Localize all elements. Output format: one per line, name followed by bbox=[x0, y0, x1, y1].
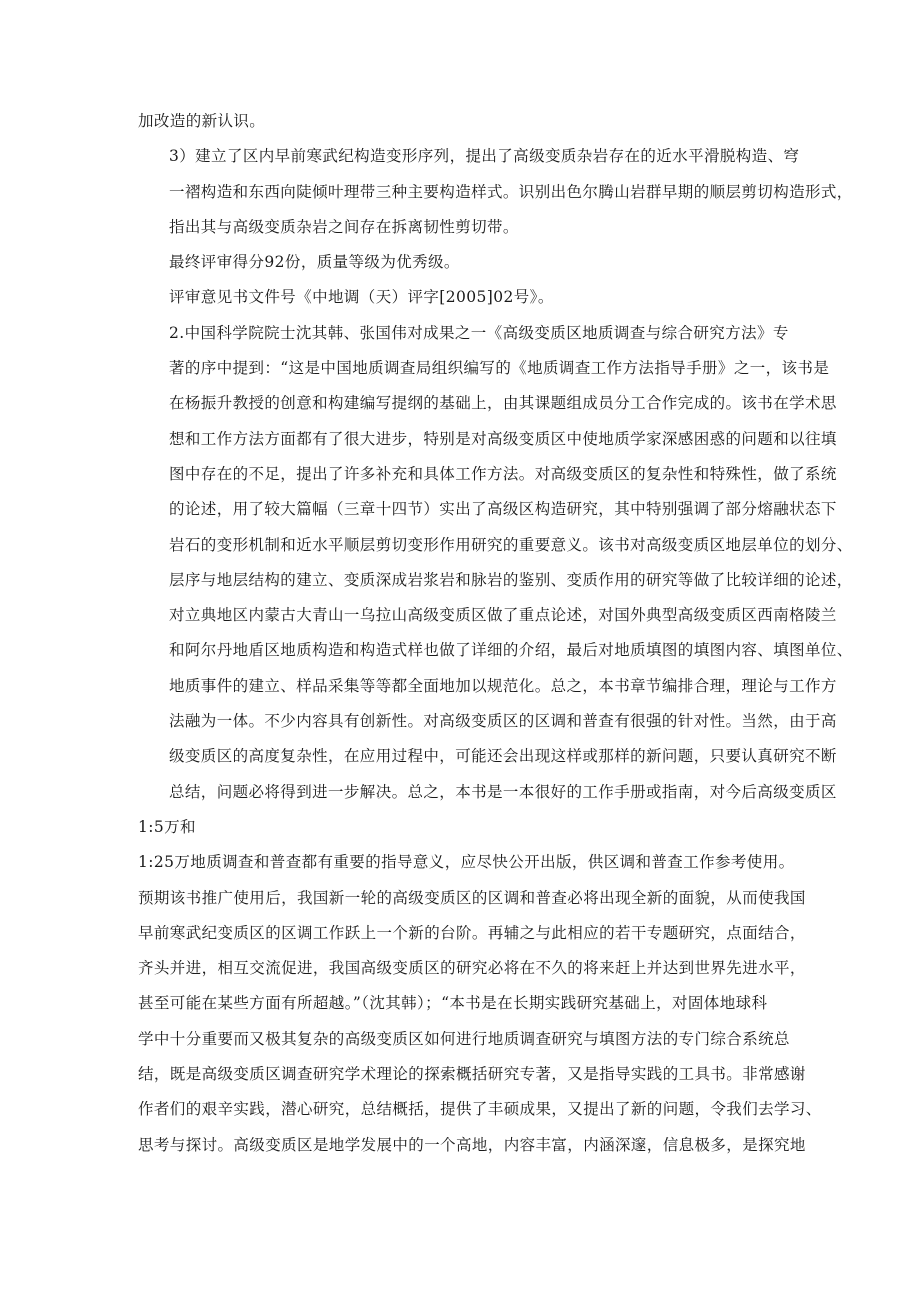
text-line: 的论述，用了较大篇幅（三章十四节）实出了高级区构造研究，其中特别强调了部分熔融状态下 bbox=[169, 500, 837, 519]
text-line: 岩石的变形机制和近水平顺层剪切变形作用研究的重要意义。该书对高级变质区地层单位的划分、 bbox=[169, 535, 853, 554]
paragraph-scale-continuation bbox=[138, 845, 822, 1163]
paragraph-review-score bbox=[138, 245, 788, 280]
text-line: 齐头并进，相互交流促进，我国高级变质区的研究必将在不久的将来赶上并达到世界先进水平， bbox=[138, 959, 806, 978]
text-line: 结，既是高级变质区调查研究学术理论的探索概括研究专著，又是指导实践的工具书。非常感谢 bbox=[138, 1065, 806, 1084]
text-line: 和阿尔丹地盾区地质构造和构造式样也做了详细的介绍，最后对地质填图的填图内容、填图单位、 bbox=[169, 641, 853, 660]
text-line: 著的序中提到：“这是中国地质调查局组织编写的《地质调查工作方法指导手册》之一，该书是 bbox=[169, 359, 830, 378]
text-line: 级变质区的高度复杂性，在应用过程中，可能还会出现这样或那样的新问题，只要认真研究不断 bbox=[169, 747, 837, 766]
document-body bbox=[138, 104, 853, 1163]
text-line: 预期该书推广使用后，我国新一轮的高级变质区的区调和普查必将出现全新的面貌，从而使我国 bbox=[138, 888, 806, 907]
text-line: 指出其与高级变质杂岩之间存在拆离韧性剪切带。 bbox=[169, 217, 519, 236]
text-line: 1:25万地质调查和普查都有重要的指导意义，应尽快公开出版，供区调和普查工作参考使用。 bbox=[138, 853, 795, 872]
text-line: 加改造的新认识。 bbox=[138, 112, 266, 130]
text-line: 一褶构造和东西向陡倾叶理带三种主要构造样式。识别出色尔腾山岩群早期的顺层剪切构造形式， bbox=[169, 182, 853, 201]
text-line: 思考与探讨。高级变质区是地学发展中的一个高地，内容丰富，内涵深邃，信息极多，是探究地 bbox=[138, 1135, 806, 1154]
text-line: 评审意见书文件号《中地调（天）评字[2005]02号》。 bbox=[169, 288, 554, 307]
text-line: 学中十分重要而又极其复杂的高级变质区如何进行地质调查研究与填图方法的专门综合系统总 bbox=[138, 1029, 790, 1048]
text-line: 作者们的艰辛实践，潜心研究，总结概括，提供了丰硕成果，又提出了新的问题，令我们去学习、 bbox=[138, 1100, 822, 1119]
paragraph-scale-fragment bbox=[138, 810, 788, 845]
text-line: 想和工作方法方面都有了很大进步，特别是对高级变质区中使地质学家深感困惑的问题和以往填 bbox=[169, 429, 837, 448]
paragraph-review-document-number bbox=[138, 280, 788, 315]
text-line: 1:5万和 bbox=[138, 817, 196, 836]
paragraph-academician-preface bbox=[138, 316, 853, 810]
text-line: 层序与地层结构的建立、变质深成岩浆岩和脉岩的鉴别、变质作用的研究等做了比较详细的论述， bbox=[169, 570, 853, 589]
paragraph-intro-tail bbox=[138, 104, 788, 139]
text-line: 图中存在的不足，提出了许多补充和具体工作方法。对高级变质区的复杂性和特殊性，做了系统 bbox=[169, 464, 837, 483]
text-line: 对立典地区内蒙古大青山一乌拉山高级变质区做了重点论述，对国外典型高级变质区西南格陵兰 bbox=[169, 606, 837, 625]
text-line: 早前寒武纪变质区的区调工作跃上一个新的台阶。再辅之与此相应的若干专题研究，点面结合， bbox=[138, 923, 806, 942]
text-line: 法融为一体。不少内容具有创新性。对高级变质区的区调和普查有很强的针对性。当然，由于高 bbox=[169, 712, 837, 731]
text-line: 甚至可能在某些方面有所超越。”（沈其韩）；“本书是在长期实践研究基础上，对固体地球科 bbox=[138, 994, 768, 1013]
text-line: 在杨振升教授的创意和构建编写提纲的基础上，由其课题组成员分工合作完成的。该书在学术思 bbox=[169, 394, 837, 413]
text-line: 最终评审得分92份，质量等级为优秀级。 bbox=[169, 253, 460, 272]
text-line: 地质事件的建立、样品采集等等都全面地加以规范化。总之，本书章节编排合理，理论与工作方 bbox=[169, 676, 837, 695]
text-line: 总结，问题必将得到进一步解决。总之，本书是一本很好的工作手册或指南，对今后高级变质区 bbox=[169, 782, 837, 801]
text-line: 2.中国科学院院士沈其韩、张国伟对成果之一《高级变质区地质调查与综合研究方法》专 bbox=[169, 323, 789, 342]
paragraph-structural-sequence bbox=[138, 139, 853, 245]
text-line: 3）建立了区内早前寒武纪构造变形序列，提出了高级变质杂岩存在的近水平滑脱构造、穹 bbox=[169, 147, 800, 166]
